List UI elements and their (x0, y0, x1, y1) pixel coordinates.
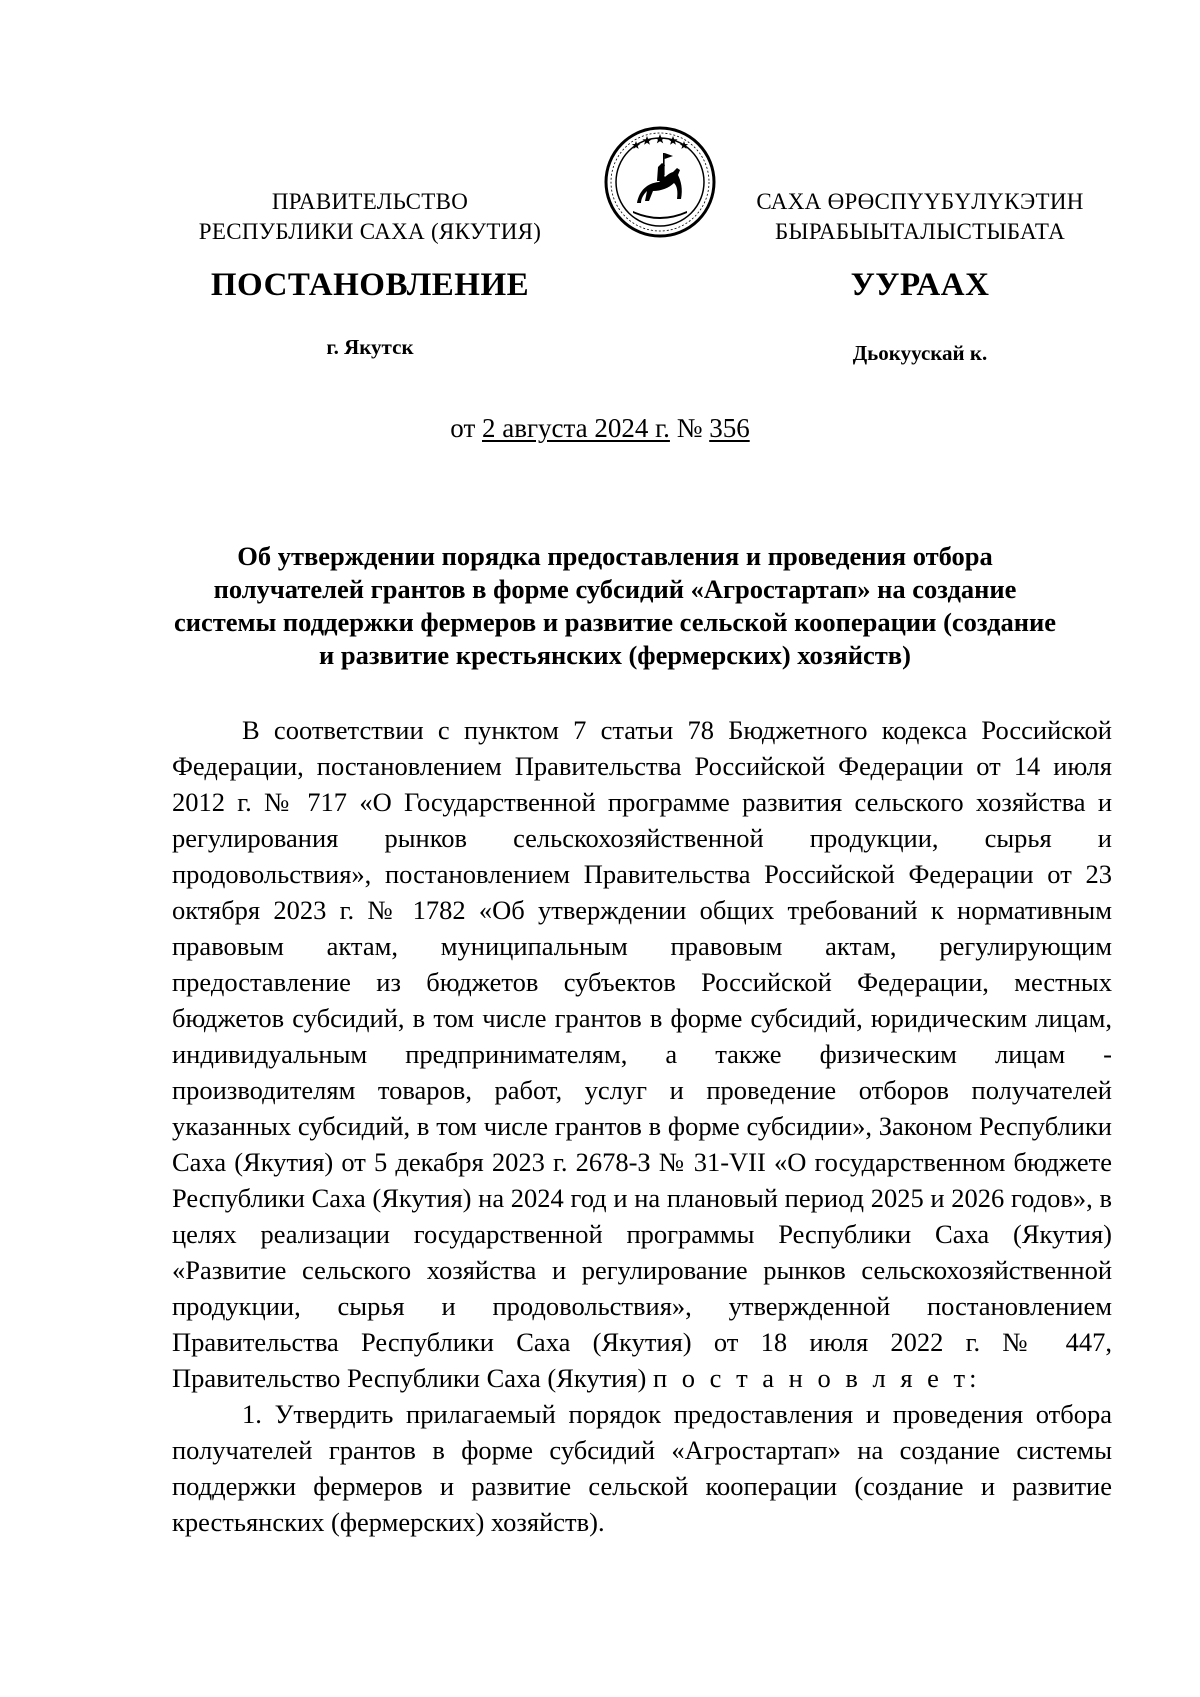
org-name-russian (150, 187, 590, 247)
date-prefix: от (450, 413, 482, 443)
clause-1-paragraph: 1. Утвердить прилагаемый порядок предоставления и проведения отбора получателей грантов в форме субсидий «Агростартап» на создание системы поддержки фермеров и развитие сельской кооперации (создание и развитие крестьянских (фермерских) хозяйств). (172, 1399, 1112, 1537)
number-sign: № (669, 413, 710, 443)
preamble-text: В соответствии с пунктом 7 статьи 78 Бюджетного кодекса Российской Федерации, постановлением Правительства Российской Федерации от 14 июля 2012 г. № 717 «О Государственной программе развития сельского хозяйства и регулирования рынков сельскохозяйственной продукции, сырья и продовольствия», постановлением Правительства Российской Федерации от 23 октября 2023 г. № 1782 «Об утверждении общих требований к нормативным правовым актам, муниципальным правовым актам, регулирующим предоставление из бюджетов субъектов Российской Федерации, местных бюджетов субсидий, в том числе грантов в форме субсидий, юридическим лицам, индивидуальным предпринимателям, а также физическим лицам - производителям товаров, работ, услуг и проведение отборов получателей указанных субсидий, в том числе грантов в форме субсидии», Законом Республики Саха (Якутия) от 5 декабря 2023 г. 2678-З № 31-VII «О государственном бюджете Республики Саха (Якутия) на 2024 год и на плановый период 2025 и 2026 годов», в целях реализации государственной программы Республики Саха (Якутия) «Развитие сельского хозяйства и регулирование рынков сельскохозяйственной продукции, сырья и продовольствия», утвержденной постановлением Правительства Республики Саха (Якутия) от 18 июля 2022 г. № 447, Правительство Республики Саха (Якутия) (172, 715, 1112, 1393)
document-date-line (0, 413, 1200, 444)
org-sakha-line-2: БЫРАБЫЫТАЛЫСТЫБАТА (774, 219, 1066, 244)
city-russian: г. Якутск (326, 335, 414, 359)
document-title: Об утверждении порядка предоставления и проведения отбора получателей грантов в форме субсидий «Агростартап» на создание системы поддержки фермеров и развитие сельской кооперации (создание и развитие крестьянских (фермерских) хозяйств) (173, 541, 1057, 670)
document-body (172, 712, 1112, 1540)
org-sakha-line-1: САХА ӨРӨСПҮҮБҮЛҮКЭТИН (756, 189, 1084, 214)
document-number: 356 (709, 413, 750, 443)
org-ru-line-1: ПРАВИТЕЛЬСТВО (271, 189, 469, 214)
document-type-sakha: УУРААХ (850, 267, 990, 303)
document-date: 2 августа 2024 г. (482, 413, 670, 443)
preamble-paragraph (172, 712, 1112, 1396)
coat-of-arms-icon (603, 125, 717, 239)
document-type-russian: ПОСТАНОВЛЕНИЕ (210, 267, 530, 303)
org-ru-line-2: РЕСПУБЛИКИ САХА (ЯКУТИЯ) (198, 219, 542, 244)
org-name-sakha (735, 187, 1105, 247)
city-sakha: Дьокуускай к. (852, 341, 988, 365)
resolution-verb: п о с т а н о в л я е т: (653, 1363, 981, 1393)
